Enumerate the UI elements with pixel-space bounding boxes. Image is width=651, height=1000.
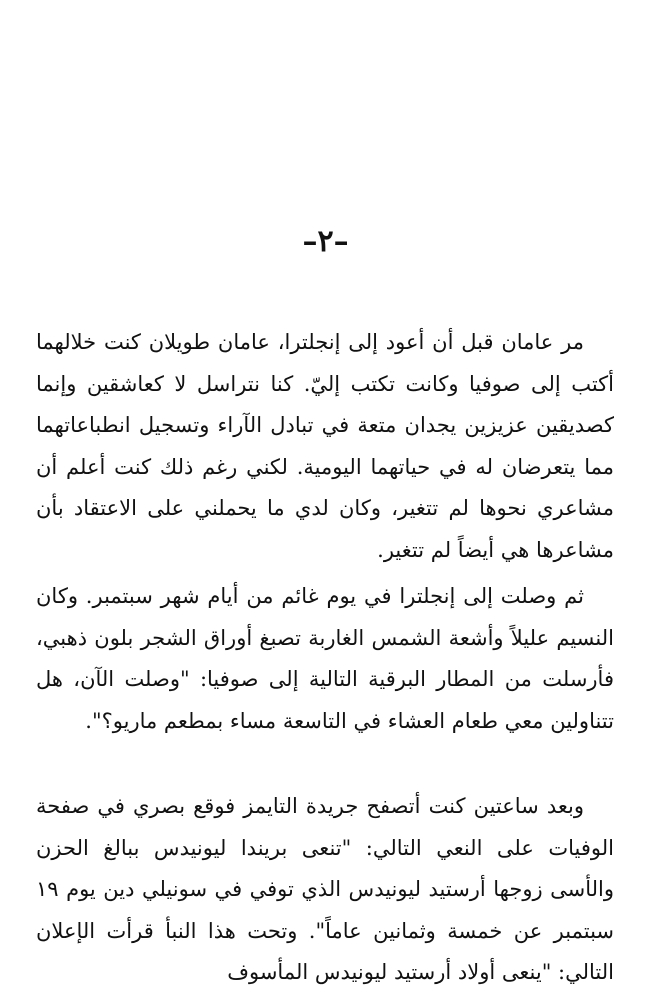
paragraph-text: ثم وصلت إلى إنجلترا في يوم غائم من أيام شهر سبتمبر. وكان النسيم عليلاً وأشعة الشمس الغاربة تصبغ أوراق الشجر بلون ذهبي، فأرسلت من المطار البرقية التالية إلى صوفيا: "وصلت الآن، هل تتناولين معي طعام العشاء في التاسعة مساء بمطعم ماريو؟". xyxy=(36,584,614,733)
paragraph-text: مر عامان قبل أن أعود إلى إنجلترا، عامان طويلان كنت خلالهما أكتب إلى صوفيا وكانت تكتب إليّ. كنا نتراسل لا كعاشقين وإنما كصديقين عزيزين يجدان متعة في تبادل الآراء وتسجيل انطباعاتهما مما يتعرضان له في حياتهما اليومية. لكني رغم ذلك كنت أعلم أن مشاعري نحوها لم تتغير، وكان لدي ما يحملني على الاعتقاد بأن مشاعرها هي أيضاً لم تتغير. xyxy=(36,330,614,562)
chapter-number: –٢– xyxy=(302,224,349,259)
paragraph-block xyxy=(36,576,614,742)
paragraph-block xyxy=(36,322,614,571)
paragraph-block xyxy=(36,786,614,994)
paragraph-text: وبعد ساعتين كنت أتصفح جريدة التايمز فوقع بصري في صفحة الوفيات على النعي التالي: "تنعى بريندا ليونيدس ببالغ الحزن والأسى زوجها أرستيد ليونيدس الذي توفي في سونيلي دين يوم ١٩ سبتمبر عن خمسة وثمانين عاماً". وتحت هذا النبأ قرأت الإعلان التالي: "ينعى أولاد أرستيد ليونيدس المأسوف xyxy=(36,794,614,984)
